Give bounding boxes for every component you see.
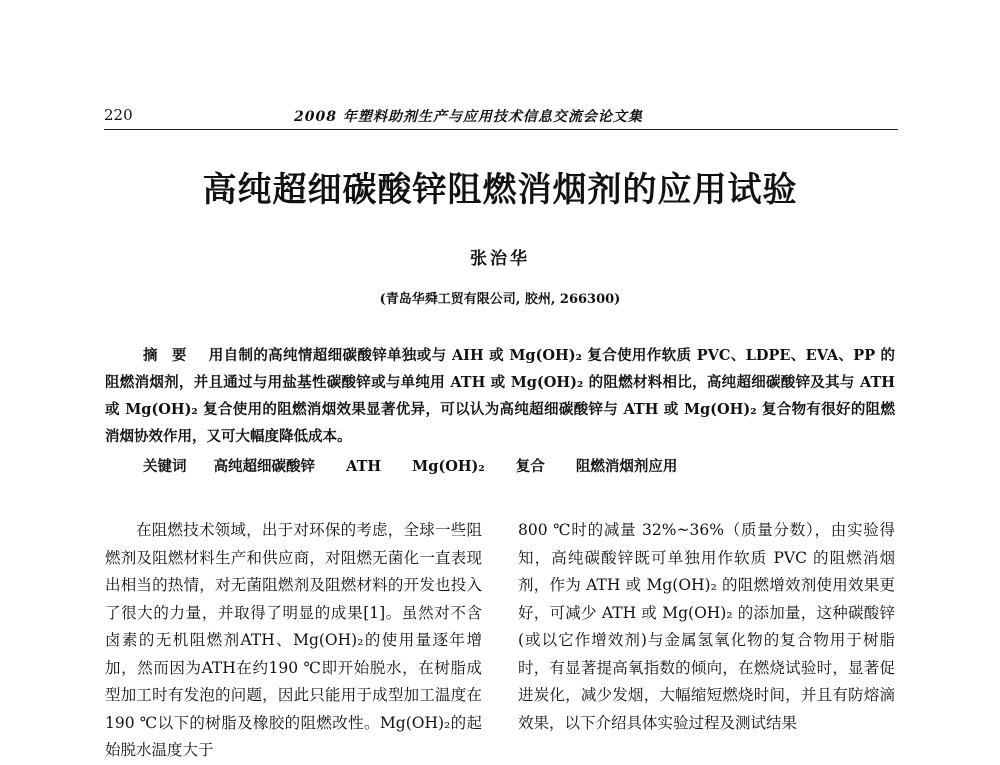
keyword-item: 阻燃消烟剂应用 [575,458,678,475]
body-paragraph: 800 ℃时的减量 32%~36%（质量分数），由实验得知，高纯碳酸锌既可单独用作软质 PVC 的阻燃消烟剂，作为 ATH 或 Mg(OH)₂ 的阻燃增效剂使用效果更好，可减少 ATH 或 Mg(OH)₂ 的添加量，这种碳酸锌(或以它作增效剂)与金属氢氧化物的复合物用于树脂时，有显著提高氧指数的倾向，在燃烧试验时，显著促进炭化，减少发烟，大幅缩短燃烧时间，并且有防熔滴效果，以下介绍具体实验过程及测试结果 [518,521,895,732]
page-number: 220 [104,106,133,124]
abstract [105,342,895,450]
keyword-item: Mg(OH)₂ [412,458,485,475]
keywords-label: 关键词 [143,458,187,475]
keywords [143,455,903,476]
body-left-column [105,517,482,765]
page-header [104,106,900,128]
body-right-column [518,517,895,737]
keyword-item: ATH [346,458,382,475]
keyword-item: 高纯超细碳酸锌 [213,458,316,475]
paper-author: 张治华 [470,249,530,269]
paper-title: 高纯超细碳酸锌阻燃消烟剂的应用试验 [202,170,798,210]
running-title: 2008 年塑料助剂生产与应用技术信息交流会论文集 [294,109,643,125]
paper-affiliation: (青岛华舜工贸有限公司, 胶州, 266300) [379,292,621,307]
abstract-text: 用自制的高纯情超细碳酸锌单独或与 AIH 或 Mg(OH)₂ 复合使用作软质 PVC、LDPE、EVA、PP 的阻燃消烟剂，并且通过与用盐基性碳酸锌或与单纯用 ATH 或 Mg(OH)₂ 的阻燃材料相比，高纯超细碳酸锌及其与 ATH 或 Mg(OH)₂ 复合使用的阻燃消烟效果显著优异，可以认为高纯超细碳酸锌与 ATH 或 Mg(OH)₂ 复合物有很好的阻燃消烟协效作用，又可大幅度降低成本。 [105,347,896,445]
keyword-item: 复合 [515,458,545,475]
body-paragraph: 在阻燃技术领域，出于对环保的考虑，全球一些阻燃剂及阻燃材料生产和供应商，对阻燃无菌化一直表现出相当的热情，对无菌阻燃剂及阻燃材料的开发也投入了很大的力量，并取得了明显的成果[1]。虽然对不含卤素的无机阻燃剂ATH、Mg(OH)₂的使用量逐年增加，然而因为ATH在约190 ℃即开始脱水，在树脂成型加工时有发泡的问题，因此只能用于成型加工温度在190 ℃以下的树脂及橡胶的阻燃改性。Mg(OH)₂的起始脱水温度大于 [105,521,482,759]
header-rule [104,129,898,130]
abstract-label: 摘要 [143,347,201,364]
